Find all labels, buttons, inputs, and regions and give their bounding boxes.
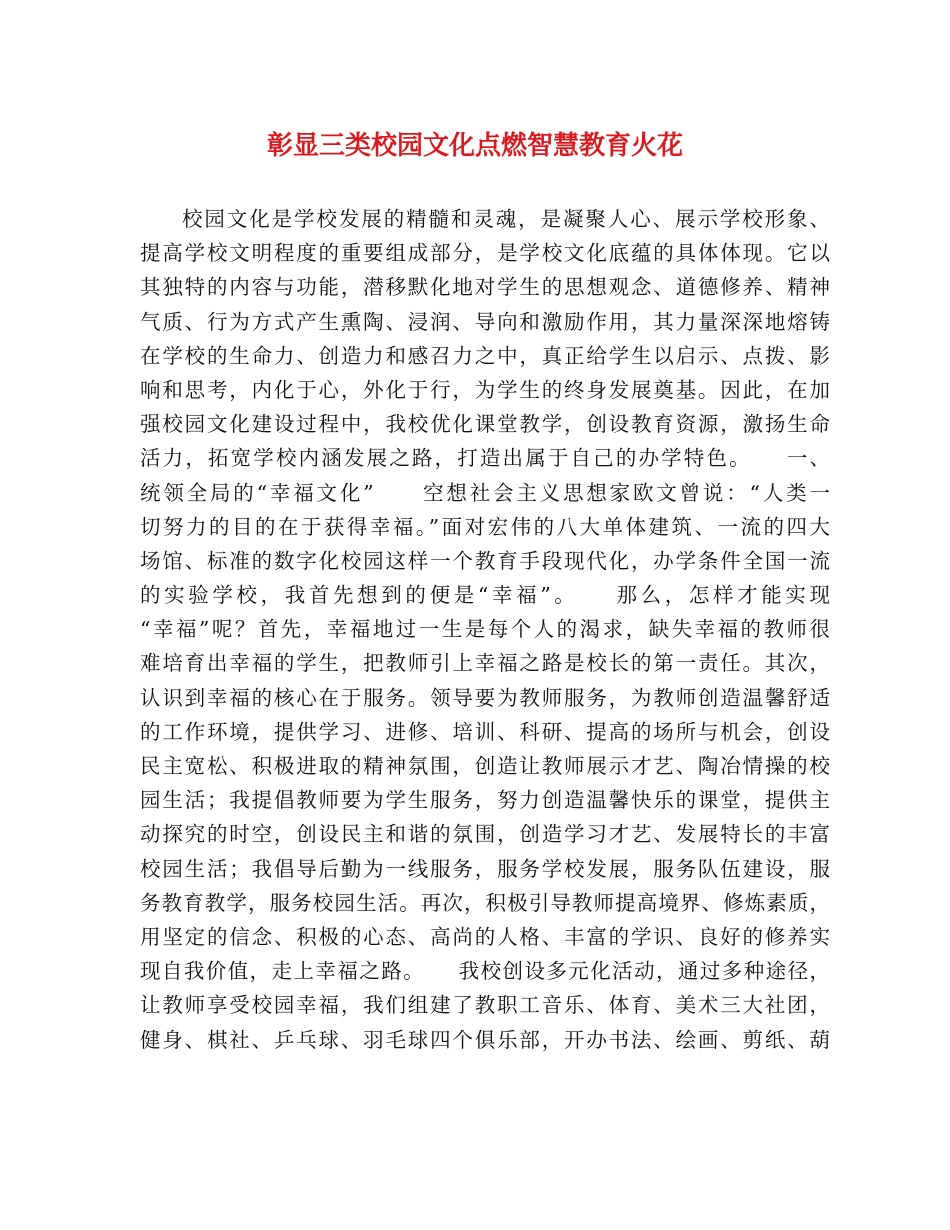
body-line: 强校园文化建设过程中，我校优化课堂教学，创设教育资源，激扬生命 — [140, 412, 830, 437]
body-line: 务教育教学，服务校园生活。再次，积极引导教师提高境界、修炼素质， — [140, 890, 830, 915]
body-line: 园生活；我提倡教师要为学生服务，努力创造温馨快乐的课堂，提供主 — [140, 788, 830, 813]
body-line: 其独特的内容与功能，潜移默化地对学生的思想观念、道德修养、精神 — [140, 275, 830, 300]
body-line: 响和思考，内化于心，外化于行，为学生的终身发展奠基。因此，在加 — [140, 377, 830, 402]
body-line: 的实验学校，我首先想到的便是“幸福”。 那么，怎样才能实现 — [140, 583, 830, 608]
body-line: “幸福”呢？首先，幸福地过一生是每个人的渴求，缺失幸福的教师很 — [140, 617, 830, 642]
body-line: 统领全局的“幸福文化” 空想社会主义思想家欧文曾说：“人类一 — [140, 480, 830, 505]
body-line: 用坚定的信念、积极的心态、高尚的人格、丰富的学识、良好的修养实 — [140, 924, 830, 949]
body-line: 气质、行为方式产生熏陶、浸润、导向和激励作用，其力量深深地熔铸 — [140, 309, 830, 334]
body-line: 校园文化是学校发展的精髓和灵魂，是凝聚人心、展示学校形象、 — [182, 207, 830, 231]
body-line: 在学校的生命力、创造力和感召力之中，真正给学生以启示、点拨、影 — [140, 343, 830, 368]
body-line: 场馆、标准的数字化校园这样一个教育手段现代化，办学条件全国一流 — [140, 548, 830, 573]
body-line: 让教师享受校园幸福，我们组建了教职工音乐、体育、美术三大社团， — [140, 993, 830, 1018]
body-line: 健身、棋社、乒乓球、羽毛球四个俱乐部，开办书法、绘画、剪纸、葫 — [140, 1027, 830, 1052]
body-line: 现自我价值，走上幸福之路。 我校创设多元化活动，通过多种途径， — [140, 959, 830, 984]
body-line: 提高学校文明程度的重要组成部分，是学校文化底蕴的具体体现。它以 — [140, 241, 830, 266]
body-line: 切努力的目的在于获得幸福。”面对宏伟的八大单体建筑、一流的四大 — [140, 514, 830, 539]
body-line: 民主宽松、积极进取的精神氛围，创造让教师展示才艺、陶冶情操的校 — [140, 754, 830, 778]
body-line: 动探究的时空，创设民主和谐的氛围，创造学习才艺、发展特长的丰富 — [140, 822, 830, 847]
document-body — [140, 202, 830, 1057]
body-line: 的工作环境，提供学习、进修、培训、科研、提高的场所与机会，创设 — [140, 719, 830, 744]
body-line: 校园生活；我倡导后勤为一线服务，服务学校发展，服务队伍建设，服 — [140, 856, 830, 881]
body-line: 难培育出幸福的学生，把教师引上幸福之路是校长的第一责任。其次， — [140, 651, 830, 676]
body-line: 认识到幸福的核心在于服务。领导要为教师服务，为教师创造温馨舒适 — [140, 685, 830, 710]
document-title: 彰显三类校园文化点燃智慧教育火花 — [266, 131, 683, 161]
body-line: 活力，拓宽学校内涵发展之路，打造出属于自己的办学特色。 一、 — [140, 446, 830, 471]
